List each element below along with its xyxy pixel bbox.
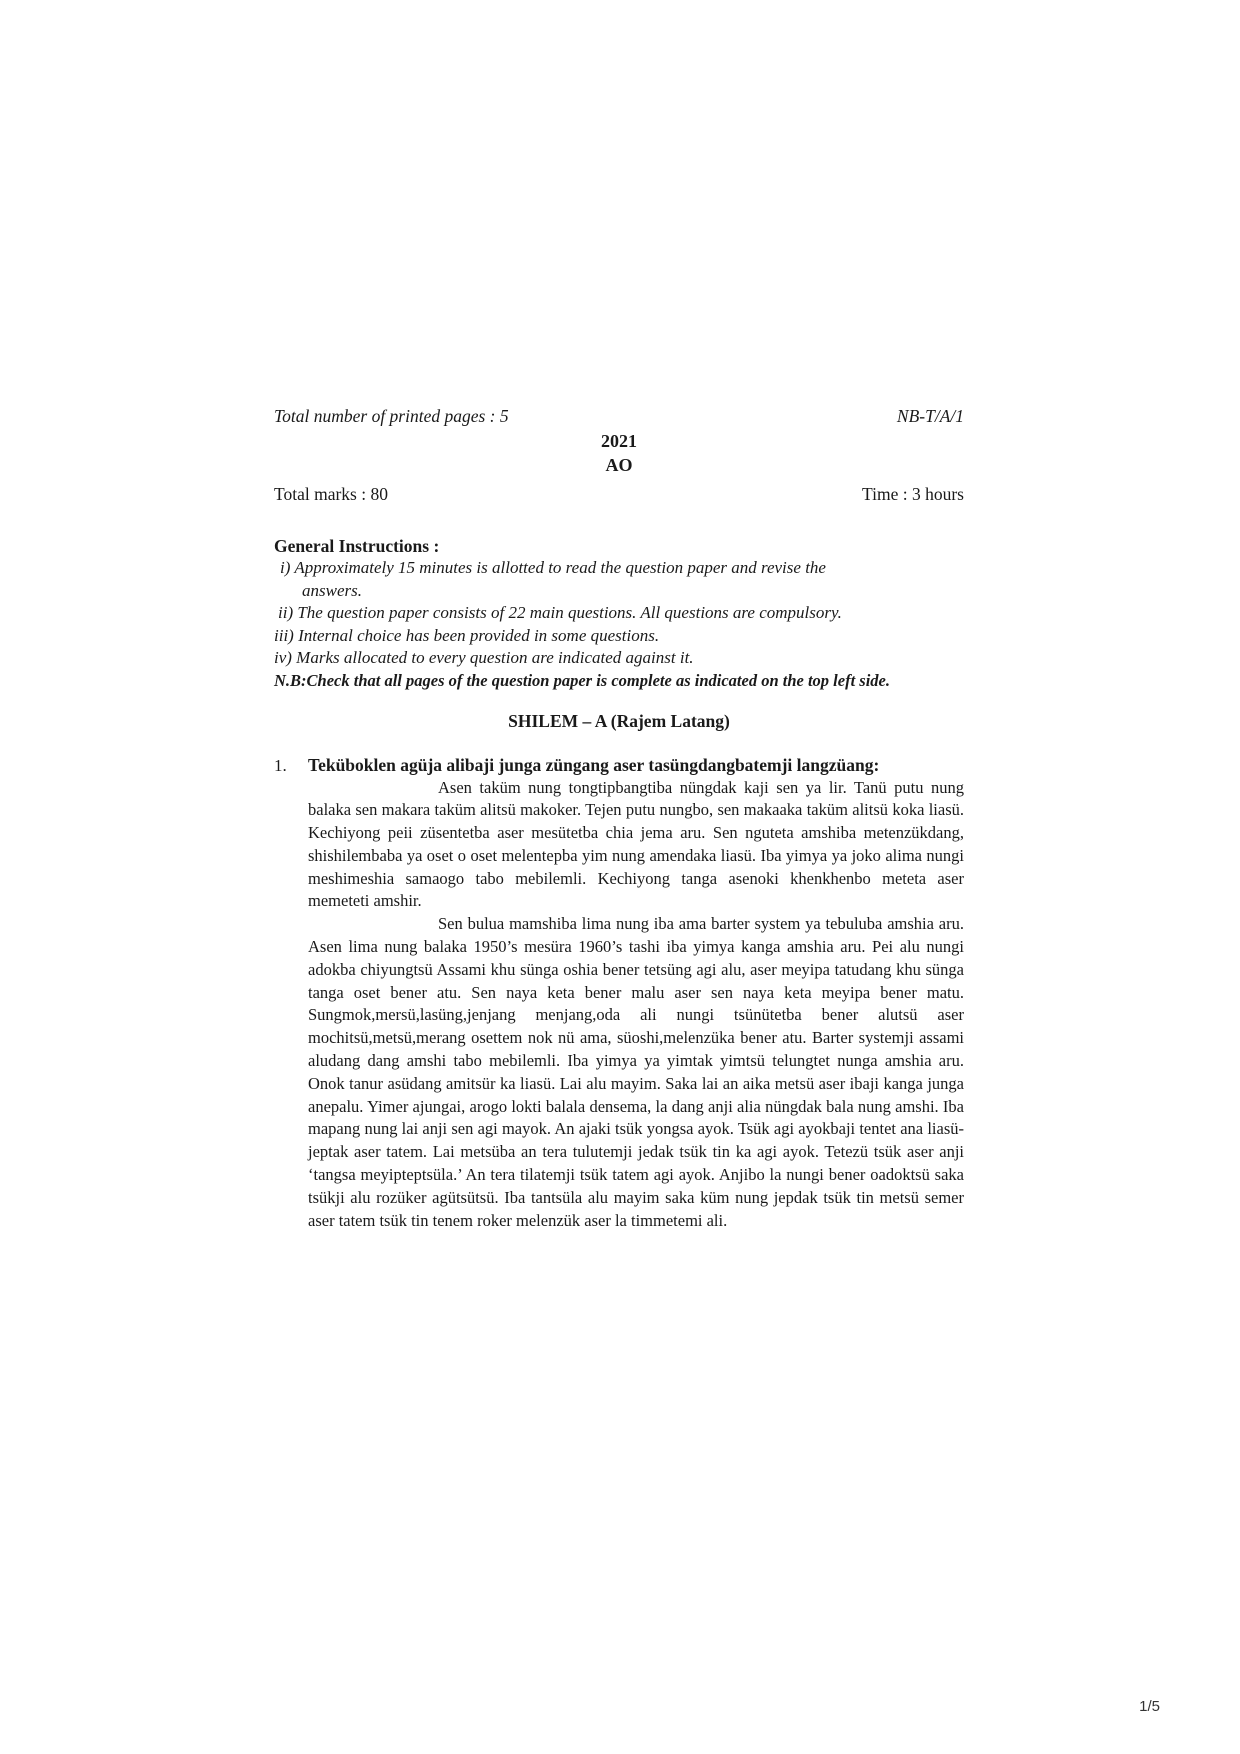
header-top-row [274,405,964,427]
paper-code: NB-T/A/1 [896,406,964,426]
total-marks: Total marks : 80 [274,484,388,504]
instruction-item: iii) Internal choice has been provided in some questions. [274,625,660,645]
section-title: SHILEM – A (Rajem Latang) [508,710,730,731]
question-number: 1. [274,755,287,775]
passage-paragraph: Asen taküm nung tongtipbangtiba nüngdak kaji sen ya lir. Tanü putu nung balaka sen makara taküm alitsü makoker. Tejen putu nungbo, sen makaaka taküm alitsü koka liasü. Kechiyong peii züsentetba aser mesütetba chia jema aru. Sen nguteta amshiba metenzükdang, shishilembaba ya oset o oset melentepba yim nung amendaka liasü. Iba yimya ya joko alima nungi meshimeshia samaogo tabo mebilemli. Kechiyong tanga asenoki khenkhenbo meteta aser memeteti amshir. [308,777,964,911]
nb-note: N.B:Check that all pages of the question paper is complete as indicated on the top left side. [274,670,890,690]
instruction-item: iv) Marks allocated to every question are indicated against it. [274,648,694,667]
page-number: 1/5 [1139,1698,1160,1715]
printed-pages-note: Total number of printed pages : 5 [274,406,509,426]
exam-year: 2021 [601,431,637,451]
instruction-item: i) Approximately 15 minutes is allotted to read the question paper and revise the [280,558,826,577]
question-heading: Teküboklen agüja alibaji junga züngang aser tasüngdangbatemji langzüang: [308,754,880,775]
instructions-heading: General Instructions : [274,536,440,556]
question-1 [274,754,964,1233]
time-allowed: Time : 3 hours [862,484,964,504]
subject-title: AO [605,455,633,475]
instruction-item: ii) The question paper consists of 22 main questions. All questions are compulsory. [278,603,842,622]
question-body [308,754,964,1233]
page-content [274,405,964,1232]
passage-paragraph: Sen bulua mamshiba lima nung iba ama barter system ya tebuluba amshia aru. Asen lima nung balaka 1950’s mesüra 1960’s tashi iba yimya kanga amshia aru. Pei alu nungi adokba chiyungtsü Assami khu sünga oshia bener tetsüng agi alu, aser meyipa tatudang khu sünga tanga oset bener atu. Sen naya keta bener malu aser sen naya keta meyipa bener matu. Sungmok,mersü,lasüng,jenjang menjang,oda ali nungi tsünütetba bener alutsü aser mochitsü,metsü,merang osettem nok nü ama, süoshi,melenzüka bener atu. Barter systemji assami aludang dang amshi tabo mebilemli. Iba yimya ya yimtak yimtsü telungtet nunga amshia aru. Onok tanur asüdang amitsür ka liasü. Lai alu mayim. Saka lai an aika metsü aser ibaji kanga junga anepalu. Yimer ajungai, arogo lokti balala densema, la dang anji alia nüngdak bala nung amshi. Iba mapang nung lai anji sen agi mayok. An ajaki tsük yongsa ayok. Tsük agi ayokbaji tentet ana liasü-jeptak aser tatem. Lai metsüba an tera tulutemji jedak tsük tin ka agi ayok. Tetezü tsük aser anji ‘tangsa meyipteptsüla.’ An tera tilatemji tsük tatem agi ayok. Anjibo la nungi bener oadoktsü saka tsükji alu rozüker agütsütsü. Iba tantsüla alu mayim saka küm nung jepdak tsük tin metsü semer aser tatem tsük tin tenem roker melenzük aser la timmetemi ali. [308,914,964,1230]
instruction-item-continuation: answers. [302,580,362,600]
marks-time-row [274,483,964,505]
instructions-list [274,557,964,670]
